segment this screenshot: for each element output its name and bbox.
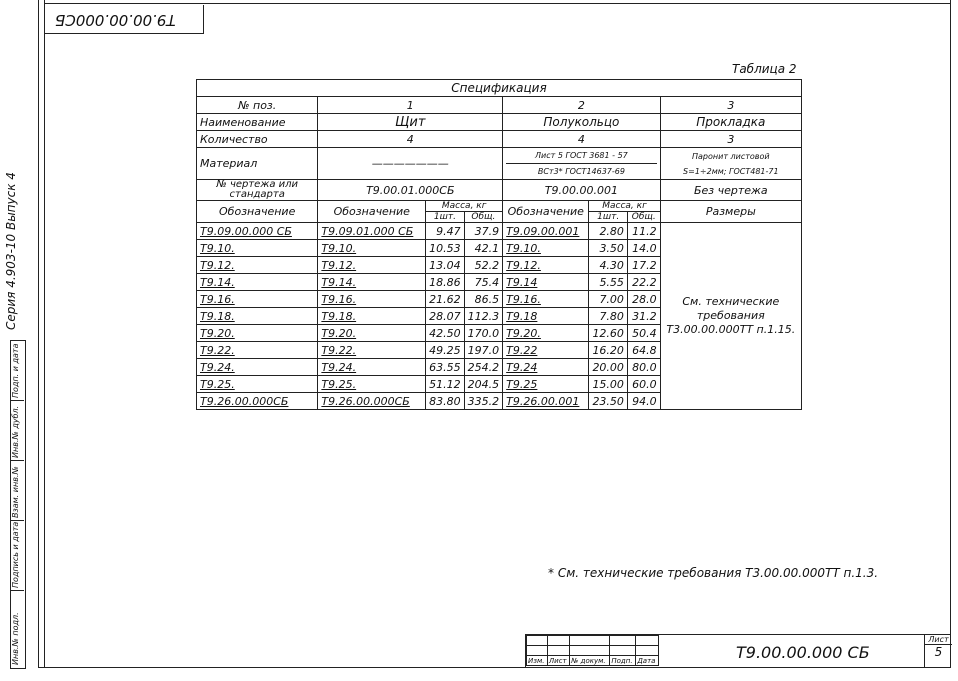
mass-total-pos2-text: 80.0 — [632, 360, 657, 374]
designation-pos1-text: T9.12. — [321, 258, 357, 272]
mass-total-pos2 — [627, 274, 660, 291]
designation-pos2-text: T9.14 — [506, 275, 538, 289]
mass-unit-pos1 — [426, 393, 465, 410]
mass-unit-pos1-text: 49.25 — [429, 343, 461, 357]
mass-total-pos1-text: 204.5 — [467, 377, 500, 391]
mass-unit-pos1 — [426, 291, 465, 308]
designation-pos1-text: T9.16. — [321, 292, 357, 306]
stamp-label-0: Изм. — [527, 656, 548, 666]
mass-unit-pos1-text: 10.53 — [429, 241, 461, 255]
designation-pos2-text: T9.26.00.001 — [506, 394, 580, 408]
material-1: ——————— — [318, 148, 503, 180]
mass-unit-pos1 — [426, 257, 465, 274]
mass-total-pos1 — [464, 342, 503, 359]
strip-divider — [10, 400, 24, 401]
pos-1: 1 — [318, 97, 503, 114]
pos-2: 2 — [503, 97, 660, 114]
designation-pos1 — [318, 359, 426, 376]
designation-main — [197, 308, 318, 325]
drawing-3: Без чертежа — [660, 180, 801, 201]
strip-label-3: Инв.№ дубл. — [11, 405, 20, 458]
mass-total-pos2 — [627, 291, 660, 308]
designation-pos2 — [503, 274, 589, 291]
designation-pos2-text: T9.18 — [506, 309, 538, 323]
designation-main-text: T9.16. — [200, 292, 235, 306]
drawing-label: № чертежа или стандарта — [197, 180, 318, 201]
spec-title: Спецификация — [197, 80, 802, 97]
mass-total-pos2-text: 22.2 — [632, 275, 657, 289]
designation-main-text: T9.12. — [200, 258, 235, 272]
material-2-bot: ВСт3* ГОСТ14637-69 — [537, 167, 625, 176]
name-1: Щит — [318, 114, 503, 131]
mass-unit-pos1 — [426, 274, 465, 291]
mass-total-pos1 — [464, 257, 503, 274]
mass-unit-pos2-text: 7.00 — [599, 292, 624, 306]
strip-label-2: Взам. инв.№ — [11, 466, 20, 518]
mass-total-pos1-text: 52.2 — [474, 258, 500, 272]
mass-total-pos1 — [464, 393, 503, 410]
mass-total-pos2 — [627, 308, 660, 325]
mass-unit-pos2 — [589, 342, 628, 359]
designation-main-text: T9.09.00.000 СБ — [200, 224, 292, 238]
mass-total-pos2 — [627, 376, 660, 393]
designation-main — [197, 240, 318, 257]
title-stamp — [525, 634, 951, 668]
designation-main — [197, 342, 318, 359]
mass-total-pos1-text: 112.3 — [467, 309, 500, 323]
mass-unit-pos2 — [589, 223, 628, 240]
designation-pos2-text: T9.20. — [506, 326, 541, 340]
mass-total-pos1 — [464, 240, 503, 257]
designation-pos1-text: T9.09.01.000 СБ — [321, 224, 414, 238]
pos-label: № поз. — [197, 97, 318, 114]
designation-pos1 — [318, 274, 426, 291]
designation-pos2-text: T9.22 — [506, 343, 538, 357]
sheet-number: 5 — [934, 645, 943, 659]
name-label: Наименование — [197, 114, 318, 131]
designation-pos1 — [318, 325, 426, 342]
designation-pos1 — [318, 308, 426, 325]
strip-divider — [10, 460, 24, 461]
designation-1: Обозначение — [318, 201, 426, 223]
per-unit-2: 1шт. — [589, 212, 628, 223]
material-label: Материал — [197, 148, 318, 180]
mass-unit-pos1-text: 42.50 — [429, 326, 461, 340]
mass-unit-pos1 — [426, 359, 465, 376]
designation-2: Обозначение — [503, 201, 589, 223]
sheet-box — [924, 635, 952, 668]
mass-total-pos1-text: 75.4 — [474, 275, 500, 289]
mass-total-pos2 — [627, 393, 660, 410]
material-3-bot: S=1÷2мм; ГОСТ481-71 — [683, 166, 779, 176]
mass-unit-pos2-text: 2.80 — [599, 224, 624, 238]
designation-main — [197, 393, 318, 410]
stamp-label-4: Дата — [636, 656, 659, 666]
designation-pos2 — [503, 376, 589, 393]
mass-1: Масса, кг — [426, 201, 503, 212]
designation-main-text: T9.10. — [200, 241, 235, 255]
designation-pos1 — [318, 257, 426, 274]
designation-pos2-text: T9.24 — [506, 360, 538, 374]
table-caption: Таблица 2 — [732, 62, 797, 76]
row-drawing — [197, 180, 802, 201]
mass-unit-pos1-text: 28.07 — [429, 309, 461, 323]
mass-unit-pos2 — [589, 274, 628, 291]
mass-total-pos2-text: 31.2 — [632, 309, 657, 323]
mass-unit-pos1-text: 9.47 — [436, 224, 461, 238]
mass-unit-pos1-text: 83.80 — [429, 394, 461, 408]
drawing-2: T9.00.00.001 — [503, 180, 660, 201]
row-subheader — [197, 201, 802, 212]
designation-pos1-text: T9.22. — [321, 343, 357, 357]
mass-total-pos2 — [627, 257, 660, 274]
qty-label: Количество — [197, 131, 318, 148]
designation-main — [197, 223, 318, 240]
mass-total-pos2 — [627, 240, 660, 257]
designation-pos1-text: T9.24. — [321, 360, 357, 374]
mass-total-pos1-text: 42.1 — [474, 241, 500, 255]
designation-pos2 — [503, 223, 589, 240]
frame-left-inner — [44, 0, 45, 668]
designation-main-text: T9.25. — [200, 377, 235, 391]
mass-2: Масса, кг — [589, 201, 660, 212]
mass-unit-pos2 — [589, 308, 628, 325]
designation-pos2 — [503, 257, 589, 274]
designation-pos1 — [318, 223, 426, 240]
name-3: Прокладка — [660, 114, 801, 131]
designation-main-text: T9.18. — [200, 309, 235, 323]
designation-pos2-text: T9.16. — [506, 292, 541, 306]
footnote: * См. технические требования Т3.00.00.000ТТ п.1.3. — [548, 566, 879, 580]
mass-unit-pos2 — [589, 291, 628, 308]
spec-table — [196, 79, 802, 410]
mass-total-pos1-text: 197.0 — [467, 343, 500, 357]
mass-total-pos2-text: 64.8 — [632, 343, 657, 357]
mass-total-pos1-text: 335.2 — [467, 394, 500, 408]
mass-total-pos2-text: 17.2 — [632, 258, 657, 272]
designation-main-text: T9.14. — [200, 275, 235, 289]
total-1: Общ. — [464, 212, 503, 223]
mass-total-pos1 — [464, 308, 503, 325]
mass-unit-pos2 — [589, 359, 628, 376]
mass-total-pos1-text: 37.9 — [474, 224, 500, 238]
designation-main — [197, 274, 318, 291]
frame-left-outer — [38, 0, 39, 668]
mass-unit-pos2 — [589, 325, 628, 342]
sizes-header: Размеры — [660, 201, 801, 223]
mass-unit-pos2 — [589, 257, 628, 274]
designation-pos1-text: T9.10. — [321, 241, 357, 255]
mass-total-pos2-text: 60.0 — [632, 377, 657, 391]
mass-unit-pos1-text: 51.12 — [429, 377, 461, 391]
row-qty — [197, 131, 802, 148]
designation-pos1 — [318, 376, 426, 393]
designation-pos2-text: T9.09.00.001 — [506, 224, 580, 238]
drawing-1: T9.00.01.000СБ — [318, 180, 503, 201]
stamp-label-3: Подп. — [610, 656, 636, 666]
mass-unit-pos2-text: 4.30 — [599, 258, 624, 272]
designation-pos1 — [318, 240, 426, 257]
designation-pos1-text: T9.26.00.000СБ — [321, 394, 410, 408]
mass-total-pos2 — [627, 325, 660, 342]
frame-right — [950, 0, 951, 668]
corner-code: T9.00.00.000СБ — [55, 11, 176, 29]
material-2-top: Лист 5 ГОСТ 3681 - 57 — [506, 148, 656, 164]
designation-main — [197, 291, 318, 308]
mass-unit-pos2-text: 7.80 — [599, 309, 624, 323]
designation-main — [197, 325, 318, 342]
mass-unit-pos1 — [426, 325, 465, 342]
mass-total-pos2-text: 50.4 — [632, 326, 657, 340]
designation-main-text: T9.24. — [200, 360, 235, 374]
designation-pos2-text: T9.25 — [506, 377, 538, 391]
designation-pos2 — [503, 342, 589, 359]
qty-3: 3 — [660, 131, 801, 148]
mass-unit-pos2 — [589, 393, 628, 410]
designation-pos1-text: T9.20. — [321, 326, 357, 340]
material-3 — [660, 148, 801, 180]
mass-total-pos1-text: 254.2 — [467, 360, 500, 374]
name-2: Полукольцо — [503, 114, 660, 131]
qty-2: 4 — [503, 131, 660, 148]
mass-unit-pos1-text: 18.86 — [429, 275, 461, 289]
mass-unit-pos1 — [426, 223, 465, 240]
designation-0: Обозначение — [197, 201, 318, 223]
mass-unit-pos1 — [426, 342, 465, 359]
per-unit-1: 1шт. — [426, 212, 465, 223]
mass-unit-pos2-text: 5.55 — [599, 275, 624, 289]
stamp-doc-code: T9.00.00.000 СБ — [736, 643, 870, 662]
stamp-grid — [526, 635, 659, 666]
mass-total-pos1 — [464, 325, 503, 342]
mass-unit-pos2-text: 3.50 — [599, 241, 624, 255]
mass-total-pos2 — [627, 342, 660, 359]
corner-code-box — [44, 5, 204, 34]
designation-pos1 — [318, 291, 426, 308]
stamp-label-1: Лист — [547, 656, 569, 666]
mass-unit-pos1-text: 63.55 — [429, 360, 461, 374]
mass-unit-pos1-text: 13.04 — [429, 258, 461, 272]
mass-total-pos2 — [627, 223, 660, 240]
designation-main-text: T9.20. — [200, 326, 235, 340]
mass-unit-pos2 — [589, 376, 628, 393]
mass-total-pos1 — [464, 274, 503, 291]
material-3-top: Паронит листовой — [692, 151, 770, 161]
designation-pos1-text: T9.25. — [321, 377, 357, 391]
designation-main-text: T9.22. — [200, 343, 235, 357]
pos3-note: См. технические требования Т3.00.00.000ТТ п.1.15. — [660, 223, 801, 410]
designation-main — [197, 257, 318, 274]
mass-total-pos1 — [464, 359, 503, 376]
mass-total-pos1-text: 86.5 — [474, 292, 500, 306]
designation-pos2 — [503, 325, 589, 342]
designation-pos1 — [318, 342, 426, 359]
designation-pos2 — [503, 308, 589, 325]
row-name — [197, 114, 802, 131]
table-row — [197, 223, 802, 240]
designation-pos2 — [503, 240, 589, 257]
designation-pos2 — [503, 393, 589, 410]
mass-unit-pos2-text: 23.50 — [592, 394, 624, 408]
row-pos — [197, 97, 802, 114]
designation-pos1 — [318, 393, 426, 410]
designation-pos2-text: T9.12. — [506, 258, 541, 272]
qty-1: 4 — [318, 131, 503, 148]
designation-pos2 — [503, 359, 589, 376]
pos-3: 3 — [660, 97, 801, 114]
row-material — [197, 148, 802, 180]
strip-label-4: Подп. и дата — [11, 343, 20, 398]
mass-unit-pos2 — [589, 240, 628, 257]
designation-pos2 — [503, 291, 589, 308]
designation-pos1-text: T9.18. — [321, 309, 357, 323]
mass-unit-pos2-text: 12.60 — [592, 326, 624, 340]
mass-total-pos1 — [464, 376, 503, 393]
frame-top — [44, 3, 950, 4]
strip-divider — [10, 590, 24, 591]
mass-total-pos1 — [464, 223, 503, 240]
strip-label-0: Инв.№ подл. — [11, 612, 20, 665]
mass-total-pos2-text: 14.0 — [632, 241, 657, 255]
mass-total-pos2-text: 28.0 — [632, 292, 657, 306]
stamp-label-2: № докум. — [570, 656, 610, 666]
mass-unit-pos2-text: 16.20 — [592, 343, 624, 357]
series-label: Серия 4.903-10 Выпуск 4 — [4, 172, 18, 330]
designation-pos2-text: T9.10. — [506, 241, 541, 255]
mass-unit-pos2-text: 20.00 — [592, 360, 624, 374]
mass-unit-pos1 — [426, 376, 465, 393]
mass-total-pos2 — [627, 359, 660, 376]
mass-unit-pos2-text: 15.00 — [592, 377, 624, 391]
mass-total-pos2-text: 11.2 — [632, 224, 657, 238]
mass-unit-pos1 — [426, 308, 465, 325]
designation-pos1-text: T9.14. — [321, 275, 357, 289]
mass-total-pos2-text: 94.0 — [632, 394, 657, 408]
mass-unit-pos1-text: 21.62 — [429, 292, 461, 306]
mass-total-pos1 — [464, 291, 503, 308]
designation-main — [197, 359, 318, 376]
designation-main-text: T9.26.00.000СБ — [200, 394, 289, 408]
mass-unit-pos1 — [426, 240, 465, 257]
mass-total-pos1-text: 170.0 — [467, 326, 500, 340]
strip-label-1: Подпись и дата — [11, 521, 20, 588]
total-2: Общ. — [627, 212, 660, 223]
material-2 — [503, 148, 660, 180]
designation-main — [197, 376, 318, 393]
sheet-label: Лист — [925, 635, 952, 645]
